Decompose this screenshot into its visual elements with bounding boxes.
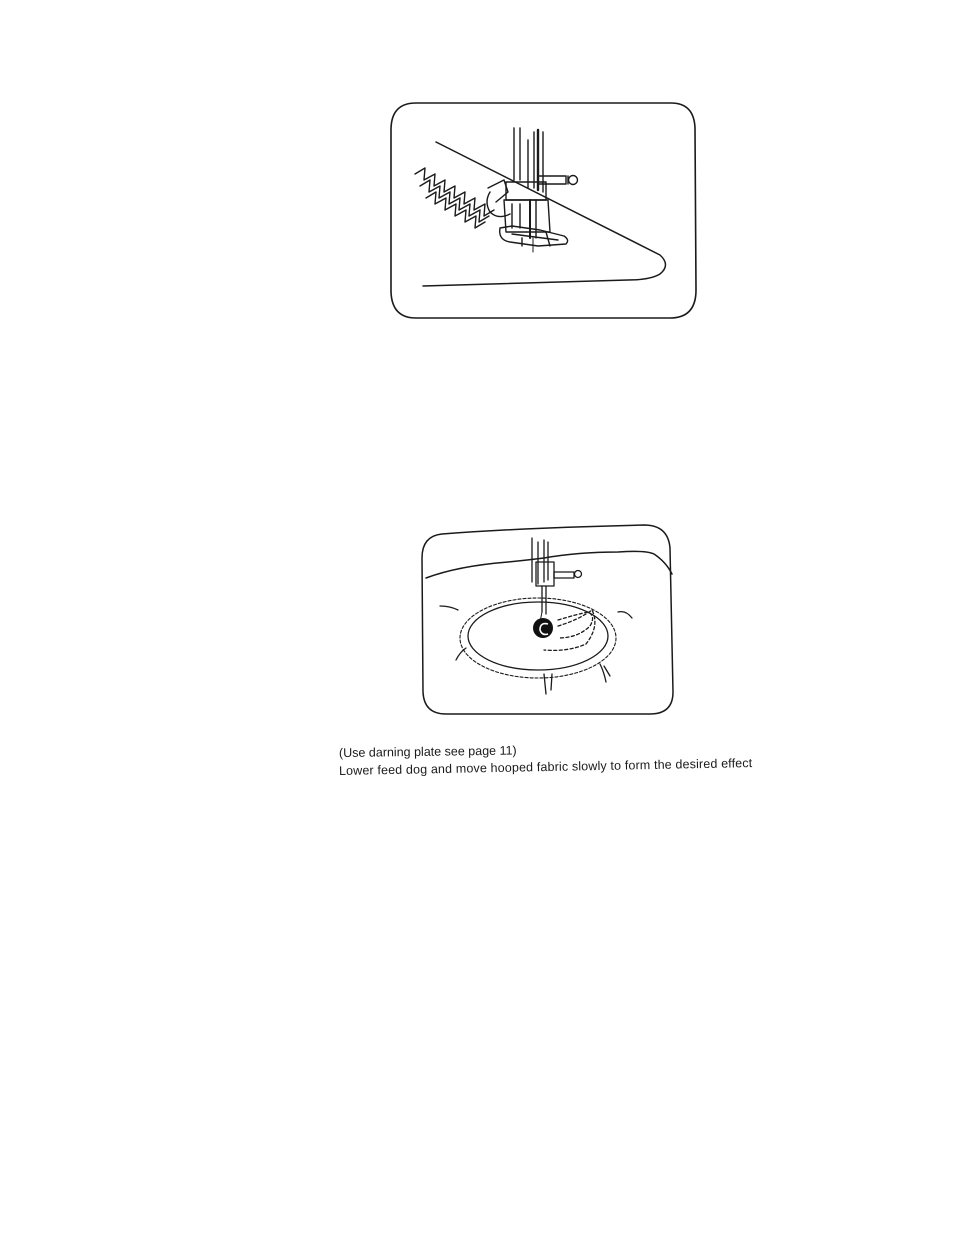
feed-dog-instruction: Lower feed dog and move hooped fabric slowly to form the desired effect [338, 756, 753, 778]
darning-plate-note: (Use darning plate see page 11) [338, 743, 517, 760]
overedge-stitch-figure [388, 100, 698, 322]
darning-hoop-figure [418, 522, 676, 718]
presser-foot-overedge-icon [388, 100, 698, 322]
embroidery-hoop-icon [418, 522, 676, 718]
darning-spot-icon [533, 618, 553, 638]
